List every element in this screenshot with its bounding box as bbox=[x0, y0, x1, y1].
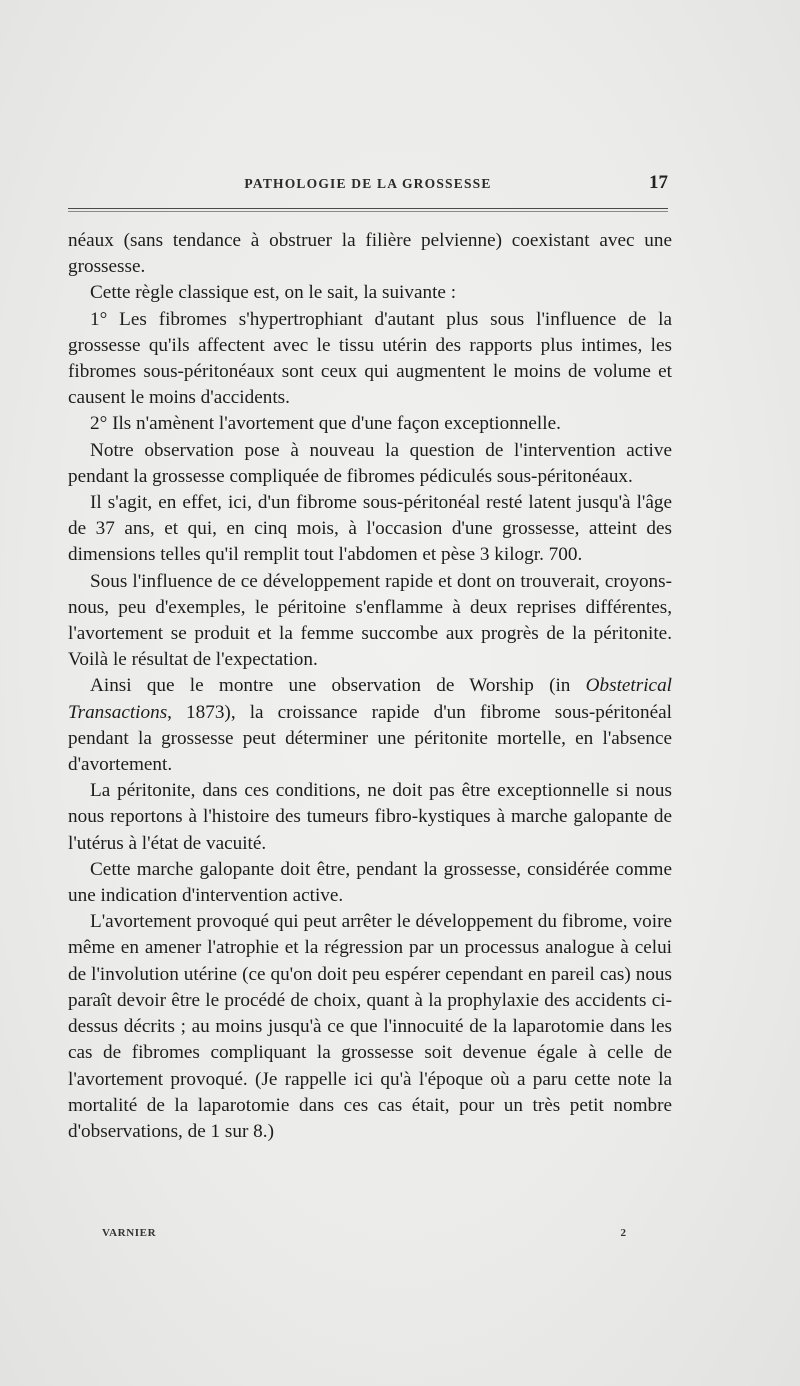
paragraph: 2° Ils n'amènent l'avortement que d'une façon exceptionnelle. bbox=[90, 413, 561, 435]
body-text bbox=[68, 228, 672, 1145]
sheet-number: 2 bbox=[620, 1227, 626, 1239]
page-number: 17 bbox=[649, 172, 668, 193]
paragraph-worship bbox=[68, 673, 672, 778]
journal-title: Obstetrical Transactions bbox=[68, 675, 672, 723]
paragraph: L'avortement provoqué qui peut arrêter le développement du fibrome, voire même en amener l'atrophie et la régression par un processus analogue à celui de l'involution utérine (ce qu'on doit peu espérer cependant en pareil cas) nous paraît devoir être le procédé de choix, quant à la prophylaxie des accidents ci-dessus décrits ; au moins jusqu'à ce que l'innocuité de la laparotomie dans les cas de fibromes compliquant la grossesse soit devenue égale à celle de l'avortement provoqué. (Je rappelle ici qu'à l'époque où a paru cette note la mortalité de la laparotomie dans ces cas était, pour un très petit nombre d'observations, de 1 sur 8.) bbox=[68, 911, 672, 1142]
paragraph: néaux (sans tendance à obstruer la filière pelvienne) coexistant avec une grossesse. bbox=[68, 230, 672, 278]
paragraph: 1° Les fibromes s'hypertrophiant d'autant plus sous l'influence de la grossesse qu'ils affectent avec le tissu utérin des rapports plus intimes, les fibromes sous-péritonéaux sont ceux qui augmentent le moins de volume et causent le moins d'accidents. bbox=[68, 308, 672, 409]
paragraph-text: Ainsi que le montre une observation de Worship (in bbox=[90, 675, 586, 697]
paragraph: Notre observation pose à nouveau la question de l'intervention active pendant la grossesse compliquée de fibromes pédiculés sous-péritonéaux. bbox=[68, 439, 672, 487]
printer-signature: VARNIER bbox=[102, 1227, 157, 1239]
running-header bbox=[68, 172, 668, 198]
paragraph: Cette marche galopante doit être, pendant la grossesse, considérée comme une indication d'intervention active. bbox=[68, 858, 672, 907]
page-footer bbox=[102, 1227, 642, 1243]
running-title: PATHOLOGIE DE LA GROSSESSE bbox=[244, 176, 492, 191]
paragraph: La péritonite, dans ces conditions, ne doit pas être exceptionnelle si nous nous reportons à l'histoire des tumeurs fibro-kystiques à marche galopante de l'utérus à l'état de vacuité. bbox=[68, 780, 672, 854]
header-rule-thin bbox=[68, 211, 668, 212]
header-rule bbox=[68, 208, 668, 209]
paragraph: Il s'agit, en effet, ici, d'un fibrome sous-péritonéal resté latent jusqu'à l'âge de 37 ans, et qui, en cinq mois, à l'occasion d'une grossesse, atteint des dimensions telles qu'il remplit tout l'abdomen et pèse 3 kilogr. 700. bbox=[68, 492, 672, 566]
paragraph-text: , 1873), la croissance rapide d'un fibrome sous-péritonéal pendant la grossesse peut déterminer une péritonite mortelle, en l'absence d'avortement. bbox=[68, 701, 672, 776]
paragraph: Sous l'influence de ce développement rapide et dont on trouverait, croyons-nous, peu d'exemples, le péritoine s'enflamme à deux reprises différentes, l'avortement se produit et la femme succombe aux progrès de la péritonite. Voilà le résultat de l'expectation. bbox=[68, 570, 672, 671]
paragraph: Cette règle classique est, on le sait, la suivante : bbox=[90, 282, 457, 304]
